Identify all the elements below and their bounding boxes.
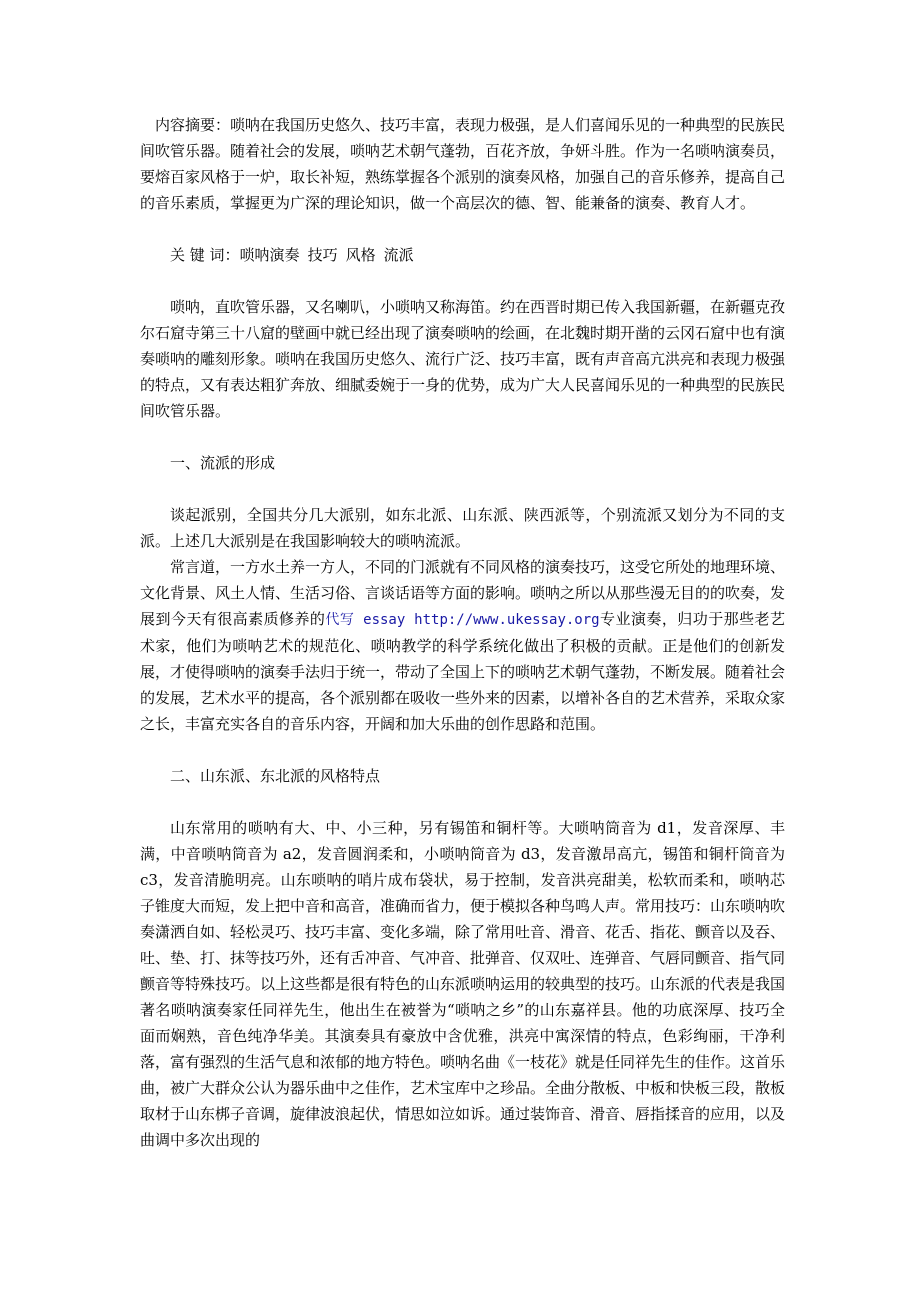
keyword-item: 技巧 <box>307 246 338 264</box>
section-heading-2: 二、山东派、东北派的风格特点 <box>170 767 381 785</box>
paragraph-text: 专业演奏，归功于那些老艺术家，他们为唢呐艺术的规范化、唢呐教学的科学系统化做出了积极的贡献。正是他们的创新发展，才使得唢呐的演奏手法归于统一，带动了全国上下的唢呐艺术朝气蓬勃，不断发展。随着社会的发展，艺术水平的提高，各个派别都在吸收一些外来的因素，以增补各自的艺术营养，采取众家之长，丰富充实各自的音乐内容，开阔和加大乐曲的创作思路和范围。 <box>140 610 786 733</box>
document-body <box>140 112 785 1153</box>
section1-paragraph-1: 谈起派别，全国共分几大派别，如东北派、山东派、陕西派等，个别流派又划分为不同的支派。上述几大派别是在我国影响较大的唢呐流派。 <box>140 506 785 550</box>
section2-paragraph-1: 山东常用的唢呐有大、中、小三种，另有锡笛和铜杆等。大唢呐筒音为 d1，发音深厚、丰满，中音唢呐筒音为 a2，发音圆润柔和，小唢呐筒音为 d3，发音激昂高亢，锡笛和铜杆筒音为 c3，发音清脆明亮。山东唢呐的哨片成布袋状，易于控制，发音洪亮甜美，松软而柔和，唢呐芯子锥度大而短，发上把中音和高音，准确而省力，便于模拟各种鸟鸣人声。常用技巧：山东唢呐吹奏潇洒自如、轻松灵巧、技巧丰富、变化多端，除了常用吐音、滑音、花舌、指花、颤音以及吞、吐、垫、打、抹等技巧外，还有舌冲音、气冲音、批弹音、仅双吐、连弹音、气唇同颤音、指气同颤音等特殊技巧。以上这些都是很有特色的山东派唢呐运用的较典型的技巧。山东派的代表是我国著名唢呐演奏家任同祥先生，他出生在被誉为“唢呐之乡”的山东嘉祥县。他的功底深厚、技巧全面而娴熟，音色纯净华美。其演奏具有豪放中含优雅，洪亮中寓深情的特点，色彩绚丽，干净利落，富有强烈的生活气息和浓郁的地方特色。唢呐名曲《一枝花》就是任同祥先生的佳作。这首乐曲，被广大群众公认为器乐曲中之佳作，艺术宝库中之珍品。全曲分散板、中板和快板三段，散板取材于山东梆子音调，旋律波浪起伏，情思如泣如诉。通过装饰音、滑音、唇指揉音的应用，以及曲调中多次出现的 <box>140 819 786 1149</box>
keyword-item: 流派 <box>383 246 414 264</box>
keywords-line <box>140 242 785 268</box>
section-heading-1: 一、流派的形成 <box>170 454 276 472</box>
section1-paragraph-2 <box>140 554 785 737</box>
keyword-item: 唢呐演奏 <box>239 246 300 264</box>
keyword-item: 风格 <box>345 246 376 264</box>
essay-link[interactable]: 代写 essay http://www.ukessay.org <box>325 612 600 628</box>
intro-paragraph: 唢呐，直吹管乐器，又名喇叭，小唢呐又称海笛。约在西晋时期已传入我国新疆，在新疆克孜尔石窟寺第三十八窟的壁画中就已经出现了演奏唢呐的绘画，在北魏时期开凿的云冈石窟中也有演奏唢呐的雕刻形象。唢呐在我国历史悠久、流行广泛、技巧丰富，既有声音高亢洪亮和表现力极强的特点，又有表达粗犷奔放、细腻委婉于一身的优势，成为广大人民喜闻乐见的一种典型的民族民间吹管乐器。 <box>140 298 786 420</box>
paragraph-text: 常言道，一方水土养一方人，不同的门派就有不同风格的演奏技巧，这受它所处的地理环境、文化背景、风土人情、生活习俗、言谈话语等方面的影响。唢呐之所以从那些漫无目的的吹奏，发展到今天有很高素质修养的 <box>140 558 786 628</box>
abstract-paragraph: 内容摘要：唢呐在我国历史悠久、技巧丰富，表现力极强，是人们喜闻乐见的一种典型的民族民间吹管乐器。随着社会的发展，唢呐艺术朝气蓬勃，百花齐放，争妍斗胜。作为一名唢呐演奏员，要熔百家风格于一炉，取长补短，熟练掌握各个派别的演奏风格，加强自己的音乐修养，提高自己的音乐素质，掌握更为广深的理论知识，做一个高层次的德、智、能兼备的演奏、教育人才。 <box>140 116 786 212</box>
keywords-label: 关 键 词： <box>170 246 240 264</box>
